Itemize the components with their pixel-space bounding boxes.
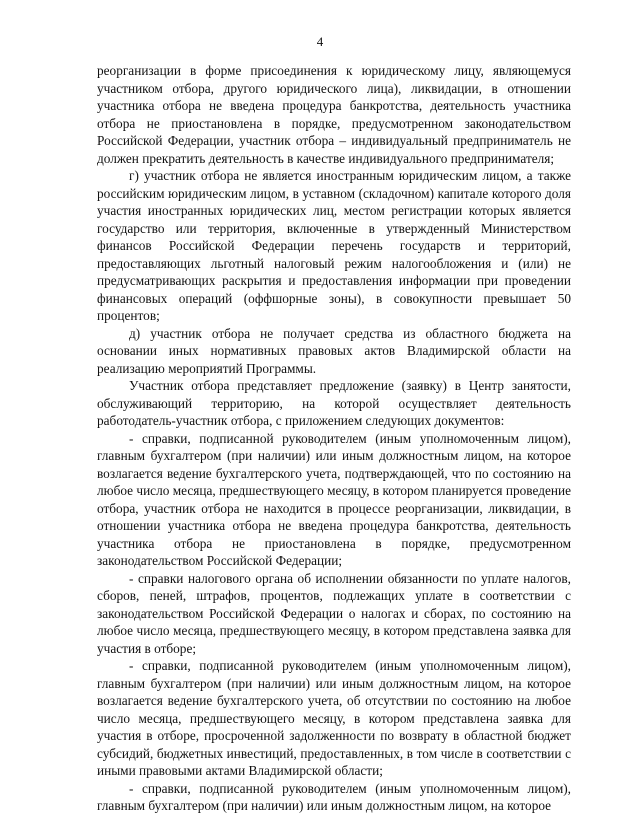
list-item-certificate-reorganization: - справки, подписанной руководителем (иным уполномоченным лицом), главным бухгалтером (при наличии) или иным должностным лицом, на которое возлагается ведение бухгалтерского учета, подтверждающей, что по состоянию на любое число месяца, предшествующего месяцу, в котором планируется проведение отбора, участник отбора не находится в процессе реорганизации, ликвидации, в отношении участника отбора не введена процедура банкротства, деятельность участника отбора не приостановлена в порядке, предусмотренном законодательством Российской Федерации; — [97, 430, 571, 568]
paragraph-application: Участник отбора представляет предложение (заявку) в Центр занятости, обслуживающий территорию, на которой осуществляет деятельность работодатель-участник отбора, с приложением следующих документов: — [97, 378, 571, 428]
page-number: 4 — [316, 34, 324, 49]
paragraph-reorganization: реорганизации в форме присоединения к юридическому лицу, являющемуся участником отбора, другого юридического лица), ликвидации, в отношении участника отбора не введена процедура банкротства, деятельность участника отбора не приостановлена в порядке, предусмотренном законодательством Российской Федерации, участник отбора – индивидуальный предприниматель не должен прекратить деятельность в качестве индивидуального предпринимателя; — [97, 63, 571, 166]
document-body — [97, 62, 571, 815]
list-item-certificate-tax: - справки налогового органа об исполнении обязанности по уплате налогов, сборов, пеней, штрафов, процентов, подлежащих уплате в соответствии с законодательством Российской Федерации о налогах и сборах, по состоянию на любое число месяца, предшествующего месяцу, в котором представлена заявка для участия в отборе; — [97, 570, 571, 656]
paragraph-item-d: д) участник отбора не получает средства из областного бюджета на основании иных нормативных правовых актов Владимирской области на реализацию мероприятий Программы. — [97, 325, 571, 376]
list-item-certificate-debt: - справки, подписанной руководителем (иным уполномоченным лицом), главным бухгалтером (при наличии) или иным должностным лицом, на которое возлагается ведение бухгалтерского учета, об отсутствии по состоянию на любое число месяца, предшествующего месяцу, в котором представлена заявка для участия в отборе, просроченной задолженности по возврату в областной бюджет субсидий, бюджетных инвестиций, предоставленных, в том числе в соответствии с иными правовыми актами Владимирской области; — [97, 658, 571, 778]
list-item-certificate-continued: - справки, подписанной руководителем (иным уполномоченным лицом), главным бухгалтером (при наличии) или иным должностным лицом, на которое — [97, 780, 571, 813]
paragraph-item-g: г) участник отбора не является иностранным юридическим лицом, а также российским юридическим лицом, в уставном (складочном) капитале которого доля участия иностранных юридических лиц, местом регистрации которых является государство или территория, включенные в утвержденный Министерством финансов Российской Федерации перечень государств и территорий, предоставляющих льготный налоговый режим налогообложения и (или) не предусматривающих раскрытия и предоставления информации при проведении финансовых операций (оффшорные зоны), в совокупности превышает 50 процентов; — [97, 168, 571, 323]
